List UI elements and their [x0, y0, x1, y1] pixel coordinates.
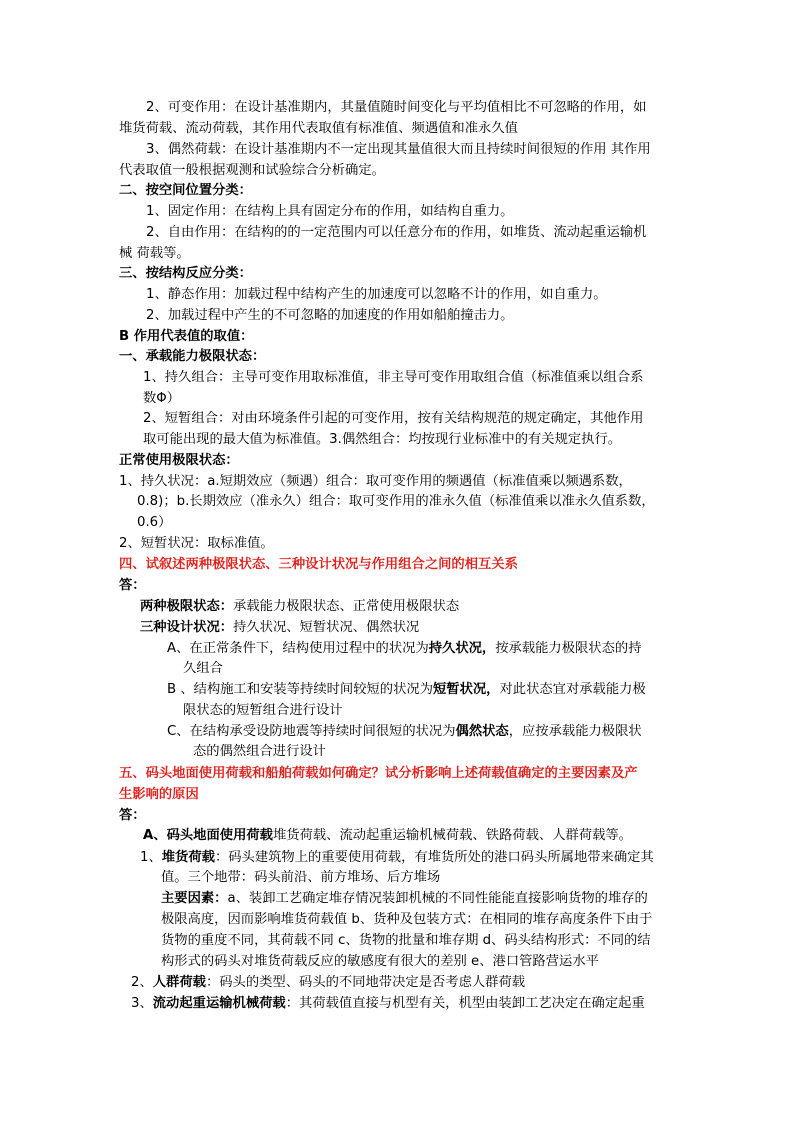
term: 两种极限状态：: [140, 599, 234, 614]
text-line: [167, 680, 646, 700]
text-line: 数Φ）: [143, 391, 181, 406]
text-line: [131, 994, 645, 1014]
text-span: ：码头建筑物上的重要使用荷载，有堆货所处的港口码头所属地带来确定其: [214, 850, 654, 865]
answer-label: 答：: [119, 578, 146, 593]
text-span: A、在正常条件下，结构使用过程中的状况为: [167, 641, 429, 656]
text-line: [140, 618, 419, 638]
text-line: 1、持久状况：a.短期效应（频遇）组合：取可变作用的频遇值（标准值乘以频遇系数，: [119, 474, 632, 489]
text-span: 持久状况、短暂状况、偶然状况: [233, 620, 420, 635]
term: 人群荷载: [152, 975, 206, 990]
term: A、码头地面使用荷载: [143, 828, 273, 843]
text-line: 2、可变作用：在设计基准期内，其量值随时间变化与平均值相比不可忽略的作用，如: [146, 100, 647, 115]
question-heading: 五、码头地面使用荷载和船舶荷载如何确定？试分析影响上述荷载值确定的主要因素及产: [119, 766, 638, 781]
term: 主要因素：: [161, 891, 228, 906]
text-span: 1、: [140, 850, 162, 865]
text-line: 0.8)；b.长期效应（准永久）组合：取可变作用的准永久值（标准值乘以准永久值系数，: [137, 494, 655, 509]
text-line: 堆货荷载、流动荷载，其作用代表取值有标准值、频遇值和准永久值: [119, 121, 518, 136]
text-line: 代表取值一般根据观测和试验综合分析确定。: [119, 163, 385, 178]
text-line: [140, 597, 459, 617]
term: 堆货荷载: [161, 850, 215, 865]
text-line: 取可能出现的最大值为标准值。3.偶然组合：均按现行业标准中的有关规定执行。: [143, 432, 622, 447]
text-span: B 、结构施工和安装等持续时间较短的状况为: [167, 682, 433, 697]
text-line: 1、持久组合：主导可变作用取标准值，非主导可变作用取组合值（标准值乘以组合系: [143, 370, 644, 385]
section-heading: 正常使用极限状态：: [119, 453, 239, 468]
text-line: 限状态的短暂组合进行设计: [183, 703, 343, 718]
text-span: 3、: [131, 996, 153, 1011]
text-line: 态的偶然组合进行设计: [193, 744, 326, 759]
text-span: ：其荷载值直接与机型有关，机型由装卸工艺决定在确定起重: [285, 996, 645, 1011]
text-line: 0.6）: [137, 515, 172, 530]
text-line: 1、固定作用：在结构上具有固定分布的作用，如结构自重力。: [146, 204, 514, 219]
text-line: [167, 722, 642, 742]
text-line: 构形式的码头对堆货荷载反应的敏感度有很大的差别 e、港口管路营运水平: [161, 954, 599, 969]
text-span: ，应按承载能力极限状: [508, 724, 642, 739]
text-span: 对此状态宜对承载能力极: [499, 682, 646, 697]
term: 短暂状况，: [433, 682, 500, 697]
text-line: 久组合: [183, 661, 223, 676]
text-span: 按承载能力极限状态的持: [495, 641, 642, 656]
text-span: ：码头的类型、码头的不同地带决定是否考虑人群荷载: [205, 975, 526, 990]
text-span: a、装卸工艺确定堆存情况装卸机械的不同性能能直接影响货物的堆存的: [227, 891, 648, 906]
text-line: 1、静态作用：加载过程中结构产生的加速度可以忽略不计的作用，如自重力。: [146, 287, 607, 302]
text-line: [167, 639, 642, 659]
term: 流动起重运输机械荷载: [152, 996, 286, 1011]
section-heading: 一、承载能力极限状态：: [119, 349, 266, 364]
text-line: 2、加载过程中产生的不可忽略的加速度的作用如船舶撞击力。: [146, 308, 514, 323]
section-heading: B 作用代表值的取值：: [119, 329, 254, 344]
text-span: 承载能力极限状态、正常使用极限状态: [233, 599, 460, 614]
text-span: 堆货荷载、流动起重运输机械荷载、铁路荷载、人群荷载等。: [272, 828, 632, 843]
question-heading: 四、试叙述两种极限状态、三种设计状况与作用组合之间的相互关系: [119, 557, 518, 572]
text-line: [140, 848, 654, 868]
question-heading: 生影响的原因: [119, 787, 199, 802]
text-line: 极限高度，因而影响堆货荷载值 b、货种及包装方式：在相同的堆存高度条件下由于: [161, 912, 653, 927]
section-heading: 二、按空间位置分类：: [119, 183, 252, 198]
text-line: [143, 826, 632, 846]
text-line: 2、自由作用：在结构的的一定范围内可以任意分布的作用，如堆货、流动起重运输机: [146, 225, 647, 240]
section-heading: 三、按结构反应分类：: [119, 266, 252, 281]
text-line: [161, 889, 648, 909]
text-line: 2、短暂状况：取标准值。: [119, 536, 274, 551]
term: 三种设计状况：: [140, 620, 234, 635]
text-line: [131, 973, 525, 993]
term: 偶然状态: [455, 724, 509, 739]
text-line: 值。三个地带：码头前沿、前方堆场、后方堆场: [161, 870, 441, 885]
text-span: C、在结构承受设防地震等持续时间很短的状况为: [167, 724, 456, 739]
text-line: 械 荷载等。: [119, 246, 190, 261]
answer-label: 答：: [119, 808, 146, 823]
text-line: 3、偶然荷载：在设计基准期内不一定出现其量值很大而且持续时间很短的作用 其作用: [146, 142, 651, 157]
term: 持久状况，: [428, 641, 496, 656]
text-line: 2、短暂组合：对由环境条件引起的可变作用，按有关结构规范的规定确定，其他作用: [143, 411, 644, 426]
text-span: 2、: [131, 975, 153, 990]
text-line: 货物的重度不同，其荷载不同 c、货物的批量和堆存期 d、码头结构形式：不同的结: [161, 933, 651, 948]
